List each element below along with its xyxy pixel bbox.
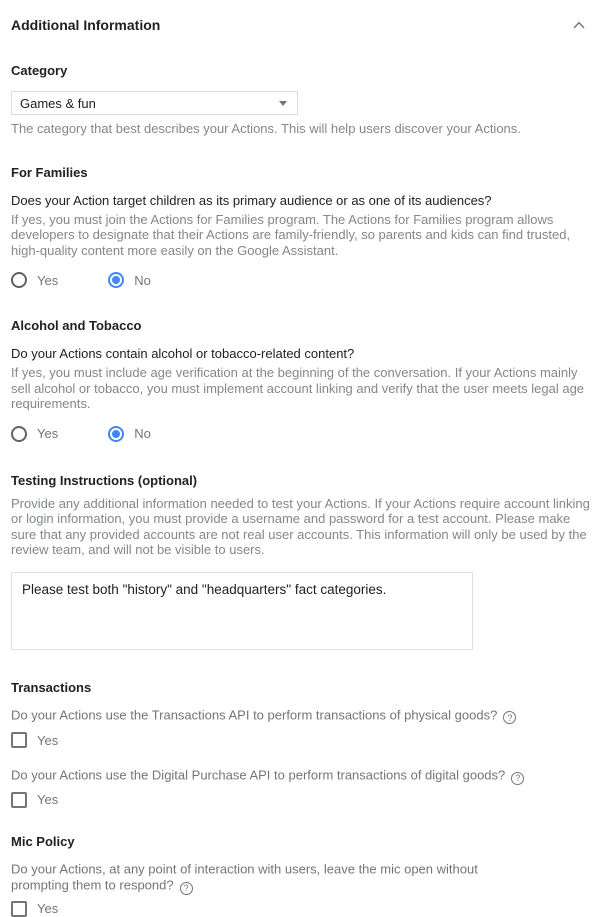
alcohol-tobacco-radio-yes[interactable]: Yes [11,426,58,442]
checkbox-unchecked-icon[interactable] [11,732,27,748]
help-icon[interactable]: ? [503,711,516,724]
section-header [11,10,591,34]
dropdown-arrow-icon [279,101,287,106]
checkbox-unchecked-icon[interactable] [11,901,27,917]
alcohol-tobacco-section [11,318,591,442]
checkbox-unchecked-icon[interactable] [11,792,27,808]
transactions-physical-checkbox[interactable]: Yes [11,732,591,748]
page-title: Additional Information [11,16,161,33]
alcohol-tobacco-helper-text: If yes, you must include age verification at the beginning of the conversation. If your Actions mainly sell alcohol or tobacco, you must implement account linking and verify that the user meets legal age requirements. [11,365,585,411]
radio-unselected-icon[interactable] [11,426,27,442]
transactions-digital-checkbox[interactable]: Yes [11,792,591,808]
alcohol-tobacco-question: Do your Actions contain alcohol or tobacco-related content? [11,346,355,361]
alcohol-tobacco-radio-no[interactable]: No [108,426,151,442]
alcohol-tobacco-heading: Alcohol and Tobacco [11,318,142,333]
for-families-helper-text: If yes, you must join the Actions for Families program. The Actions for Families program allows developers to designate that their Actions are family-friendly, so parents and kids can find trusted, high-quality content more easily on the Google Assistant. [11,211,571,258]
category-section [11,63,591,137]
mic-policy-section [11,834,591,917]
category-selected-value: Games & fun [20,95,96,111]
radio-unselected-icon[interactable] [11,272,27,288]
category-helper-text: The category that best describes your Actions. This will help users discover your Actions. [11,121,521,136]
help-icon[interactable]: ? [180,882,193,895]
collapse-section-button[interactable] [569,15,589,34]
for-families-radio-yes[interactable]: Yes [11,272,58,288]
for-families-heading: For Families [11,164,88,180]
for-families-question: Does your Action target children as its primary audience or as one of its audiences? [11,192,492,208]
chevron-up-icon [573,17,585,32]
testing-instructions-helper-text: Provide any additional information needed to test your Actions. If your Actions require account linking or login information, you must provide a username and password for a test account. Please make sure that any provided accounts are not real user accounts. This information will only be used by the review team, and will not be visible to users. [11,495,590,557]
for-families-radio-no[interactable]: No [108,272,151,288]
for-families-radio-group [11,272,591,288]
transactions-section [11,680,591,808]
testing-instructions-section [11,473,591,653]
help-icon[interactable]: ? [511,772,524,785]
testing-instructions-input[interactable] [11,572,473,650]
radio-selected-icon[interactable] [108,426,124,442]
alcohol-tobacco-radio-group [11,426,591,442]
mic-policy-question: Do your Actions, at any point of interaction with users, leave the mic open without prompting them to respond? ? [11,861,478,894]
testing-instructions-heading: Testing Instructions (optional) [11,472,198,488]
transactions-heading: Transactions [11,679,92,695]
for-families-section [11,165,591,289]
mic-policy-heading: Mic Policy [11,833,75,849]
radio-selected-icon[interactable] [108,272,124,288]
category-select[interactable] [11,91,298,115]
category-label: Category [11,63,68,78]
mic-policy-checkbox[interactable]: Yes [11,901,591,917]
transactions-digital-question: Do your Actions use the Digital Purchase API to perform transactions of digital goods? ? [11,767,591,785]
transactions-physical-question: Do your Actions use the Transactions API to perform transactions of physical goods? ? [11,707,591,725]
